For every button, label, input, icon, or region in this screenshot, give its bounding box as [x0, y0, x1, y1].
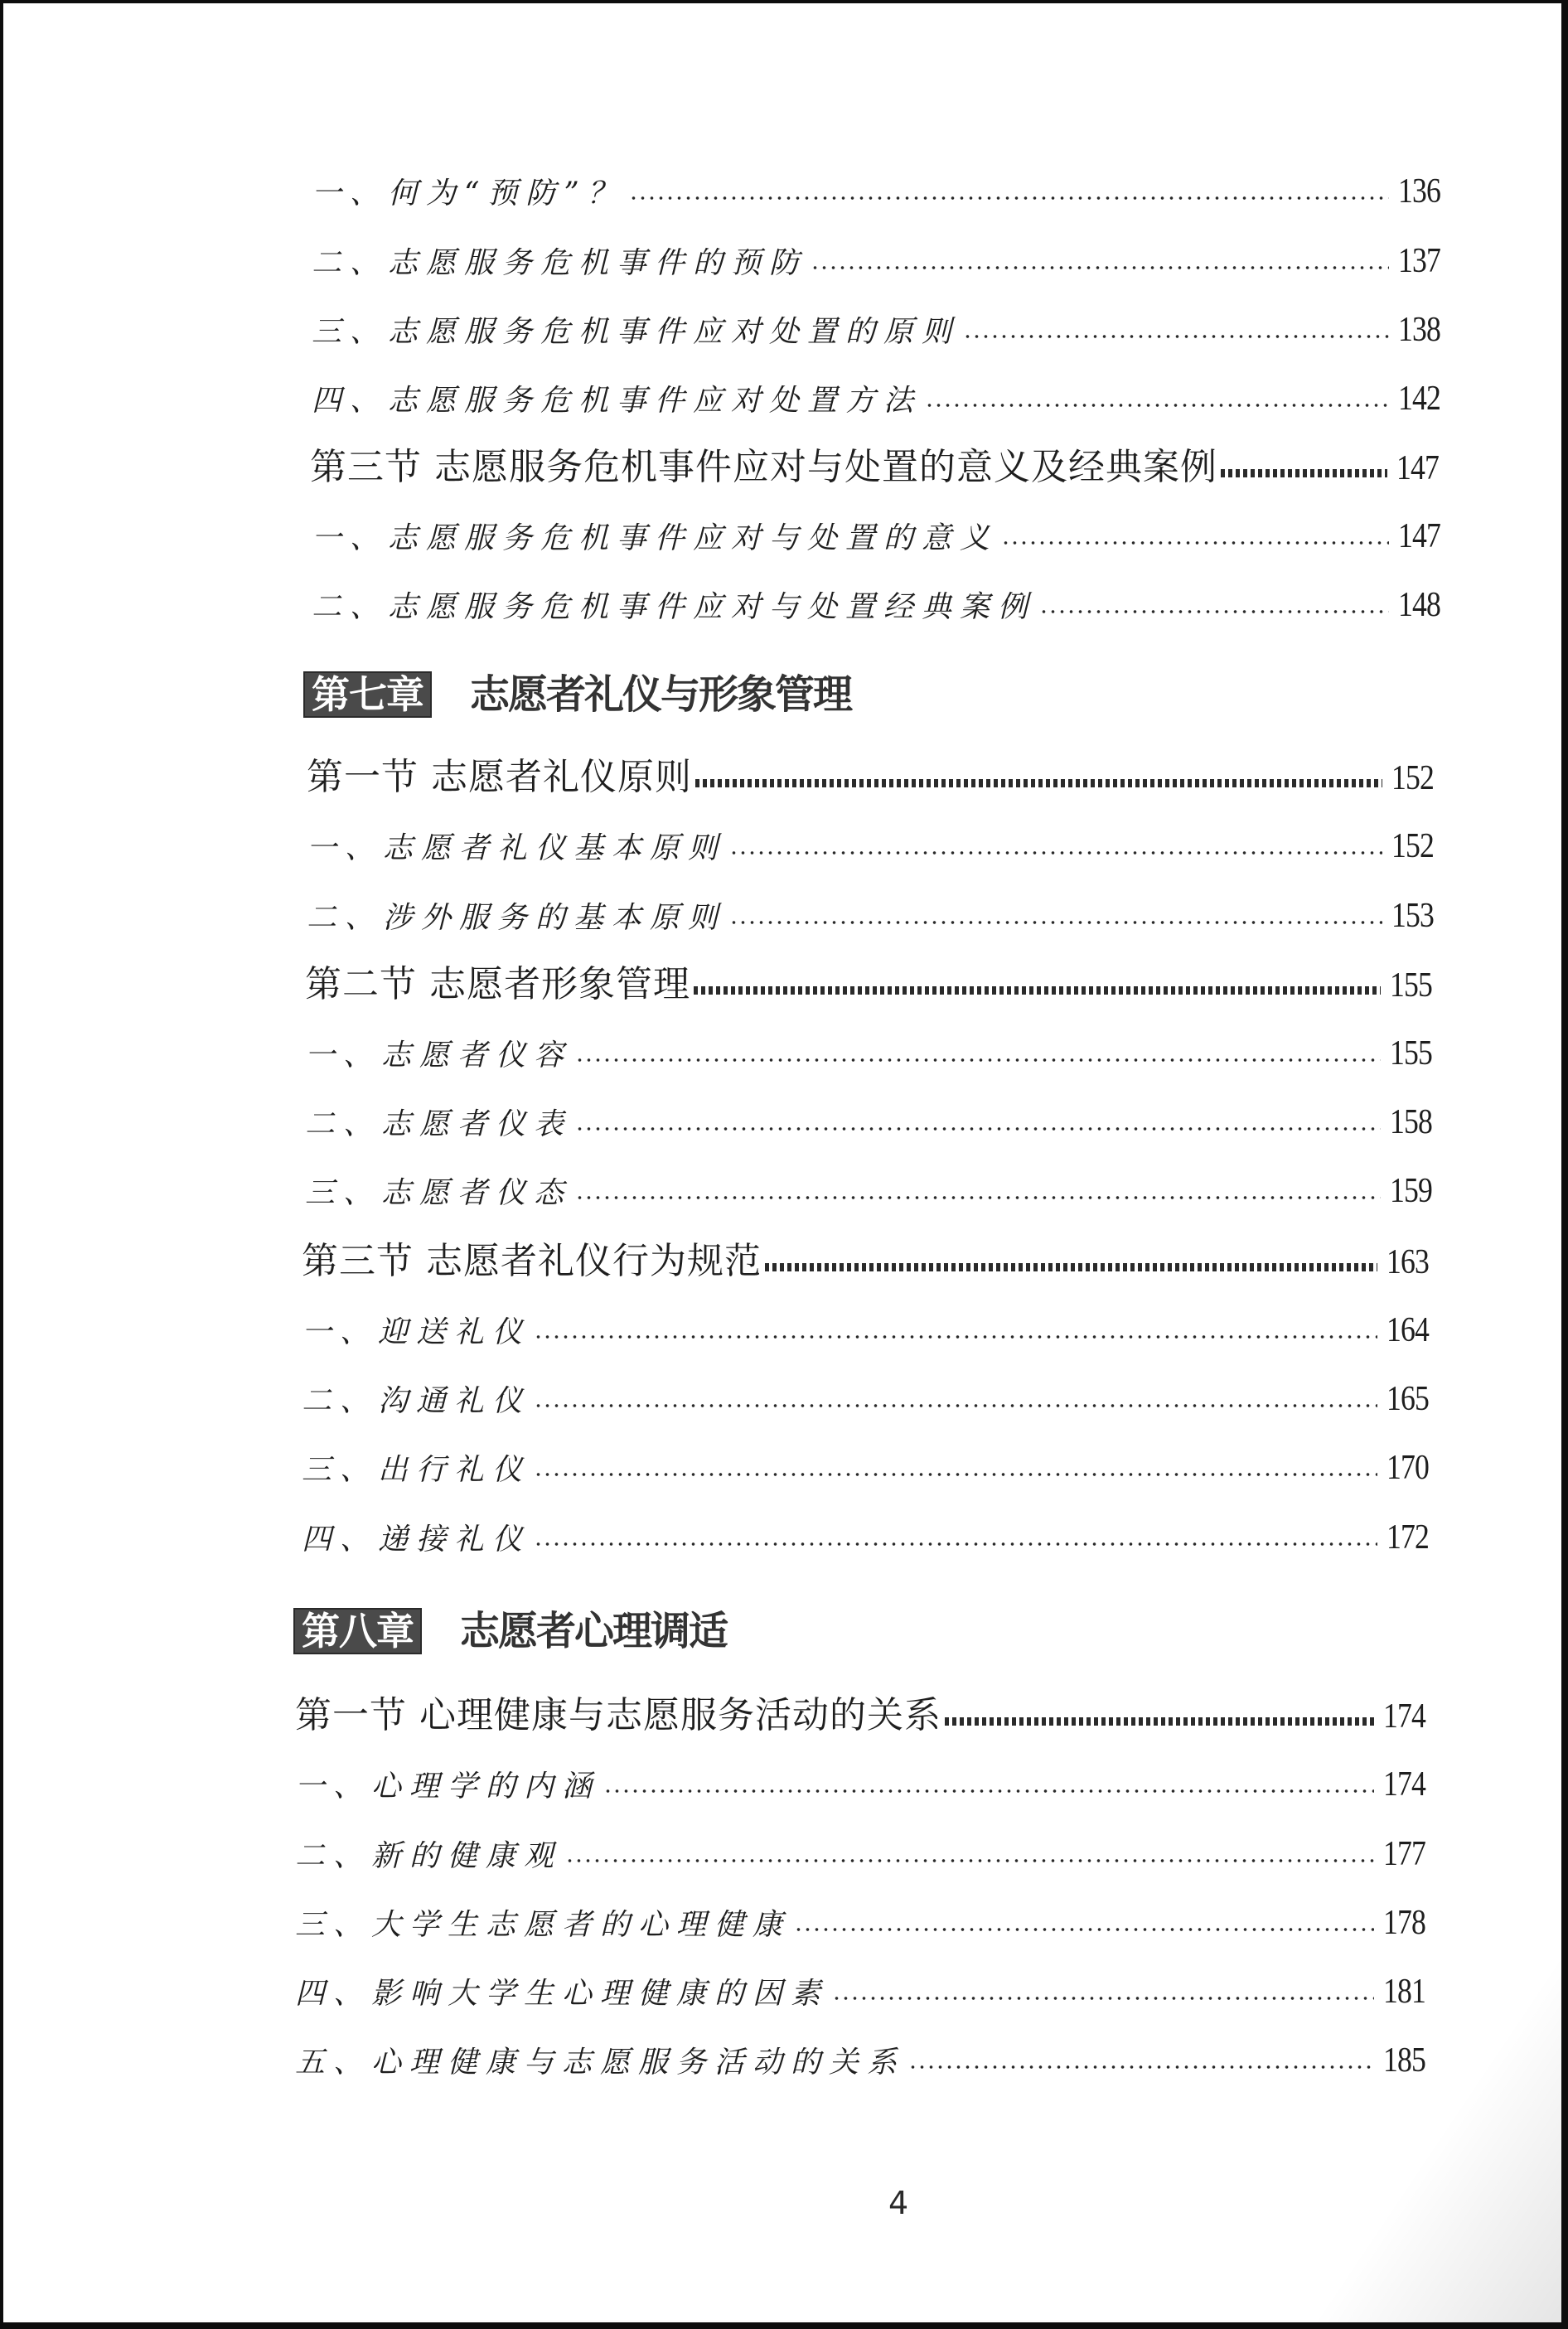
toc-item-label: 二、涉外服务的基本原则	[307, 901, 727, 935]
toc-item[interactable]	[312, 312, 1440, 347]
toc-item-label: 五、心理健康与志愿服务活动的关系	[295, 2046, 906, 2080]
dot-leader	[603, 1789, 1374, 1794]
dot-leader	[575, 1195, 1381, 1200]
dot-leader	[575, 1126, 1381, 1131]
toc-page-number: 172	[1387, 1518, 1429, 1557]
toc-item-label: 四、影响大学生心理健康的因素	[295, 1977, 830, 2011]
dot-leader	[925, 403, 1389, 408]
toc-item[interactable]	[302, 1313, 1429, 1348]
toc-page-number: 170	[1387, 1449, 1429, 1487]
dot-leader	[729, 920, 1382, 925]
toc-item[interactable]	[295, 1837, 1425, 1871]
dot-leader	[575, 1058, 1381, 1063]
toc-page-number: 165	[1387, 1380, 1429, 1418]
toc-section[interactable]	[305, 963, 1432, 1005]
toc-item-label: 二、志愿服务危机事件应对与处置经典案例	[312, 590, 1037, 624]
toc-page-number: 178	[1383, 1904, 1425, 1942]
dot-leader	[811, 265, 1389, 270]
toc-section[interactable]	[302, 1240, 1429, 1282]
toc-page-number: 174	[1383, 1765, 1425, 1804]
toc-page-number: 136	[1398, 172, 1440, 211]
toc-item-label: 三、志愿者仪态	[305, 1176, 573, 1210]
dot-leader	[534, 1403, 1377, 1408]
toc-page-number: 147	[1398, 517, 1440, 555]
toc-item[interactable]	[295, 1905, 1425, 1940]
dot-leader	[794, 1927, 1374, 1932]
dot-leader	[832, 1996, 1374, 2001]
toc-section-label: 第一节 心理健康与志愿服务活动的关系	[295, 1694, 941, 1736]
toc-page-number: 155	[1390, 1034, 1432, 1073]
toc-page-number: 155	[1390, 966, 1432, 1005]
chapter-title: 志愿者礼仪与形象管理	[470, 671, 852, 719]
toc-page-number: 153	[1391, 897, 1434, 935]
toc-item[interactable]	[312, 588, 1440, 622]
toc-section-label: 第二节 志愿者形象管理	[305, 963, 690, 1005]
toc-section-label: 第一节 志愿者礼仪原则	[307, 756, 692, 798]
toc-page-number: 142	[1398, 380, 1440, 418]
toc-item[interactable]	[312, 381, 1440, 416]
dot-leader	[695, 779, 1382, 787]
toc-page-number: 185	[1383, 2041, 1425, 2080]
toc-item-label: 一、志愿服务危机事件应对与处置的意义	[312, 521, 999, 555]
toc-item-label: 一、志愿者仪容	[305, 1039, 573, 1073]
dot-leader	[534, 1542, 1377, 1547]
dot-leader	[694, 986, 1381, 995]
toc-item[interactable]	[295, 2043, 1425, 2078]
footer-page-number: 4	[888, 2185, 909, 2221]
toc-page-number: 181	[1383, 1973, 1425, 2011]
dot-leader	[1039, 609, 1389, 614]
toc-section-label: 第三节 志愿服务危机事件应对与处置的意义及经典案例	[310, 446, 1217, 488]
dot-leader	[629, 196, 1389, 201]
toc-item[interactable]	[302, 1450, 1429, 1485]
chapter-number-badge: 第七章	[303, 671, 432, 718]
dot-leader	[534, 1334, 1377, 1339]
dot-leader	[1001, 540, 1389, 545]
toc-page-number: 164	[1387, 1311, 1429, 1349]
dot-leader	[945, 1717, 1374, 1726]
dot-leader	[908, 2065, 1374, 2070]
toc-item-label: 一、志愿者礼仪基本原则	[307, 831, 727, 865]
chapter-title: 志愿者心理调适	[460, 1608, 728, 1655]
toc-item-label: 二、志愿者仪表	[305, 1107, 573, 1141]
toc-item-label: 四、志愿服务危机事件应对处置方法	[312, 384, 922, 418]
toc-section[interactable]	[295, 1694, 1425, 1736]
toc-page-number: 177	[1383, 1835, 1425, 1873]
toc-item-label: 三、出行礼仪	[302, 1453, 531, 1487]
toc-item-label: 一、迎送礼仪	[302, 1315, 531, 1349]
toc-page-number: 174	[1383, 1697, 1425, 1736]
toc-item[interactable]	[307, 898, 1434, 933]
toc-page-number: 148	[1398, 586, 1440, 624]
toc-item-label: 二、新的健康观	[295, 1839, 563, 1873]
toc-item-label: 三、志愿服务危机事件应对处置的原则	[312, 315, 961, 349]
toc-item[interactable]	[305, 1105, 1432, 1140]
toc-item-label: 一、心理学的内涵	[295, 1770, 601, 1804]
toc-item[interactable]	[307, 829, 1434, 864]
toc-item-label: 一、何为“预防”？	[312, 177, 626, 211]
toc-page-number: 152	[1391, 759, 1434, 797]
dot-leader	[534, 1472, 1377, 1477]
toc-page-number: 152	[1391, 827, 1434, 865]
toc-item-label: 四、递接礼仪	[302, 1523, 531, 1557]
dot-leader	[565, 1858, 1374, 1863]
toc-item[interactable]	[312, 244, 1440, 278]
toc-item[interactable]	[302, 1520, 1429, 1555]
toc-page-number: 138	[1398, 311, 1440, 349]
toc-page-number: 137	[1398, 242, 1440, 280]
toc-item-label: 三、大学生志愿者的心理健康	[295, 1908, 791, 1942]
dot-leader	[729, 850, 1382, 855]
dot-leader	[765, 1263, 1377, 1271]
chapter-heading	[293, 1608, 727, 1654]
toc-section[interactable]	[310, 446, 1439, 488]
toc-page-number: 158	[1390, 1103, 1432, 1141]
toc-item-label: 二、沟通礼仪	[302, 1384, 531, 1418]
toc-page	[3, 3, 1561, 2322]
dot-leader	[1221, 469, 1387, 477]
chapter-heading	[303, 671, 851, 718]
toc-page-number: 159	[1390, 1172, 1432, 1210]
toc-item-label: 二、志愿服务危机事件的预防	[312, 246, 808, 280]
toc-page-number: 147	[1396, 449, 1439, 487]
toc-item[interactable]	[302, 1382, 1429, 1416]
toc-section-label: 第三节 志愿者礼仪行为规范	[302, 1240, 762, 1282]
toc-item[interactable]	[312, 174, 1440, 209]
toc-item[interactable]	[305, 1174, 1432, 1208]
toc-item[interactable]	[312, 519, 1440, 554]
toc-page-number: 163	[1387, 1243, 1429, 1281]
toc-item[interactable]	[295, 1767, 1425, 1802]
toc-item[interactable]	[305, 1036, 1432, 1071]
toc-section[interactable]	[307, 756, 1434, 798]
dot-leader	[963, 334, 1389, 339]
chapter-number-badge: 第八章	[293, 1608, 422, 1654]
toc-item[interactable]	[295, 1974, 1425, 2009]
